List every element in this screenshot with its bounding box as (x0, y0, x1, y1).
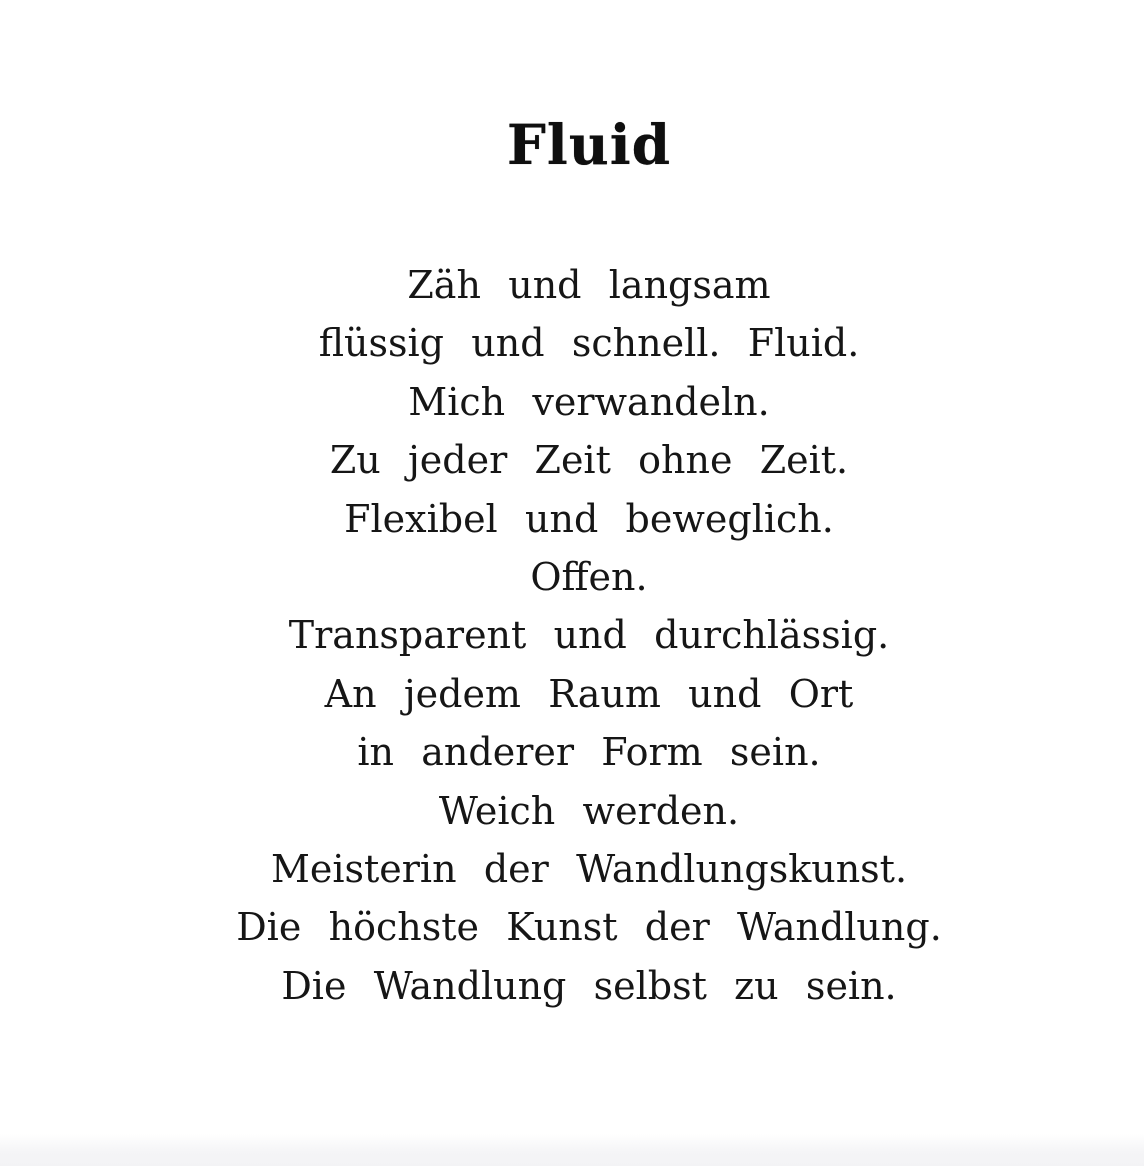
poem-line: Offen. (530, 555, 648, 600)
poem-body (34, 256, 1144, 1015)
poem-line: in anderer Form sein. (357, 730, 821, 775)
poem-line: Die Wandlung selbst zu sein. (281, 963, 897, 1008)
poem-line: Transparent und durchlässig. (288, 613, 890, 658)
poem-line: flüssig und schnell. Fluid. (318, 321, 860, 366)
poem-line: Mich verwandeln. (408, 379, 770, 424)
poem-line: Weich werden. (438, 788, 740, 833)
poem-line: Flexibel und beweglich. (344, 496, 834, 541)
poem-line: Zäh und langsam (407, 263, 771, 307)
poem-line: Zu jeder Zeit ohne Zeit. (329, 438, 849, 483)
poem-line: Die höchste Kunst der Wandlung. (236, 905, 942, 950)
poem-line: An jedem Raum und Ort (324, 671, 854, 716)
poem-line: Meisterin der Wandlungskunst. (270, 847, 908, 892)
poem-title: Fluid (506, 112, 672, 177)
